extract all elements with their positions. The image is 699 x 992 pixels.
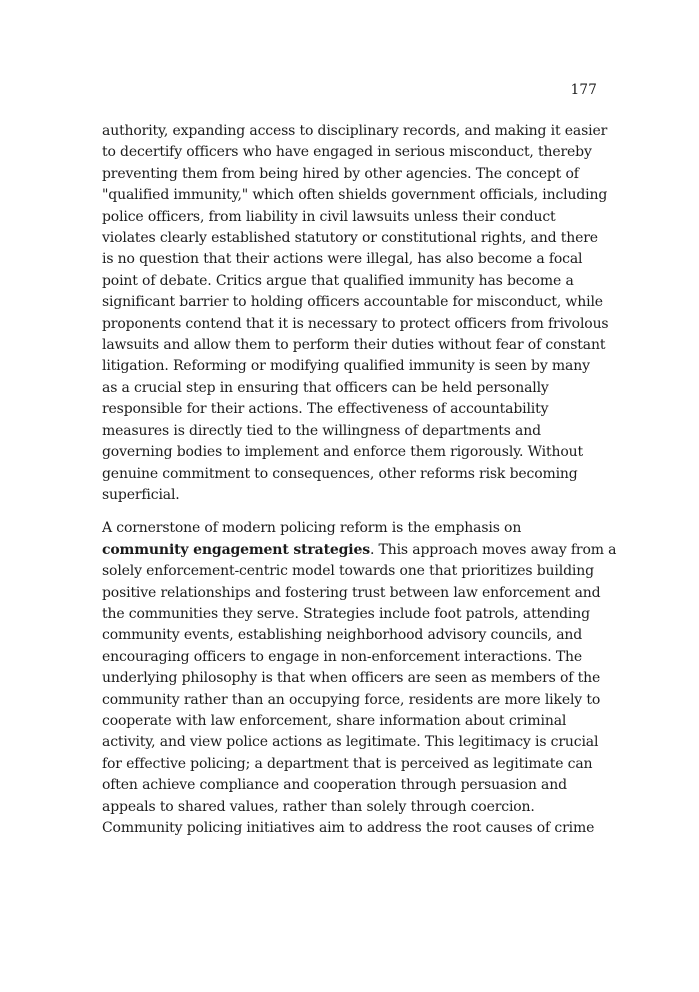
text-line: preventing them from being hired by other agencies. The concept of	[102, 165, 579, 182]
text-line: genuine commitment to consequences, other reforms risk becoming	[102, 465, 578, 482]
text-line: significant barrier to holding officers accountable for misconduct, while	[102, 294, 603, 311]
text-line: community events, establishing neighborhood advisory councils, and	[102, 627, 583, 644]
text-line: police officers, from liability in civil lawsuits unless their conduct	[102, 208, 556, 225]
text-line: Community policing initiatives aim to address the root causes of crime	[102, 820, 595, 836]
text-line: community engagement strategies. This approach moves away from a	[102, 541, 617, 558]
text-line: is no question that their actions were illegal, has also become a focal	[102, 251, 583, 268]
text-line: proponents contend that it is necessary to protect officers from frivolous	[102, 315, 609, 332]
text-line: often achieve compliance and cooperation through persuasion and	[102, 777, 567, 794]
paragraph	[102, 121, 609, 506]
text-line: appeals to shared values, rather than solely through coercion.	[102, 798, 535, 815]
document-body	[102, 121, 617, 851]
text-line: lawsuits and allow them to perform their duties without fear of constant	[102, 337, 606, 354]
text-line: activity, and view police actions as legitimate. This legitimacy is crucial	[102, 734, 599, 751]
text-line: litigation. Reforming or modifying qualified immunity is seen by many	[102, 358, 590, 375]
text-line: A cornerstone of modern policing reform is the emphasis on	[102, 520, 522, 537]
text-line: solely enforcement-centric model towards one that prioritizes building	[102, 563, 594, 580]
text-line: responsible for their actions. The effectiveness of accountability	[102, 401, 549, 418]
bold-text: community engagement strategies	[102, 541, 370, 558]
text-line: cooperate with law enforcement, share information about criminal	[102, 712, 567, 729]
text-line: measures is directly tied to the willingness of departments and	[102, 422, 541, 439]
text-line: positive relationships and fostering trust between law enforcement and	[102, 584, 601, 601]
text-line: for effective policing; a department that is perceived as legitimate can	[102, 755, 593, 772]
text-line: superficial.	[102, 486, 180, 503]
text-line: underlying philosophy is that when officers are seen as members of the	[102, 670, 601, 687]
text-line: community rather than an occupying force, residents are more likely to	[102, 691, 601, 708]
text-line: encouraging officers to engage in non-enforcement interactions. The	[102, 648, 583, 665]
text-line: point of debate. Critics argue that qualified immunity has become a	[102, 272, 574, 289]
text-line: to decertify officers who have engaged in serious misconduct, thereby	[102, 144, 592, 161]
text-line: authority, expanding access to disciplinary records, and making it easier	[102, 123, 608, 139]
text-line: "qualified immunity," which often shields government officials, including	[102, 187, 608, 204]
text-line: the communities they serve. Strategies include foot patrols, attending	[102, 605, 590, 622]
text-line: violates clearly established statutory or constitutional rights, and there	[102, 230, 598, 247]
text-line: as a crucial step in ensuring that officers can be held personally	[102, 379, 549, 396]
page-number: 177	[570, 82, 597, 98]
text-line: governing bodies to implement and enforce them rigorously. Without	[102, 444, 583, 461]
paragraph	[102, 518, 617, 839]
